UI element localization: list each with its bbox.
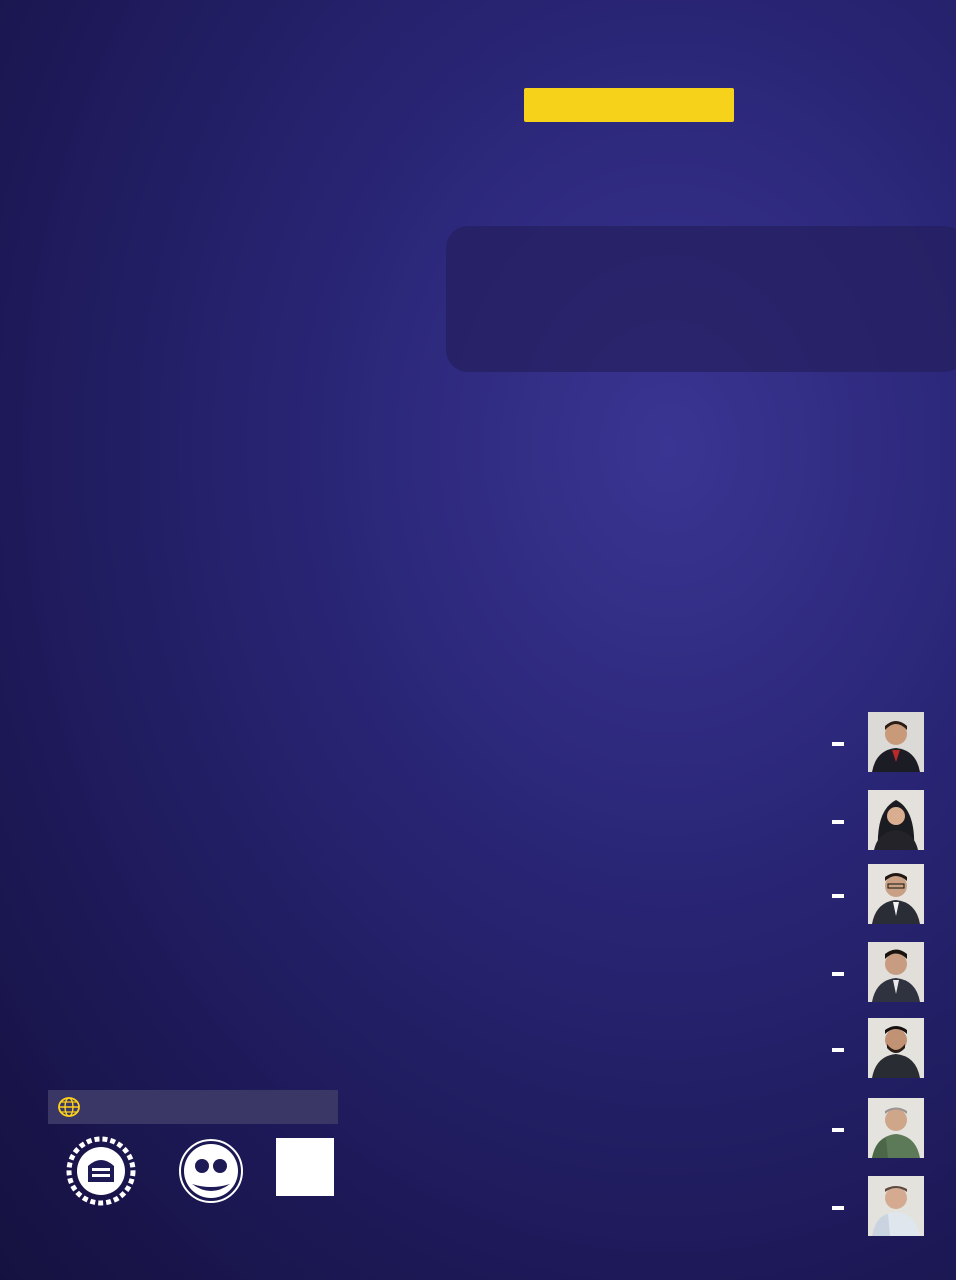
hero-line-2 <box>524 88 734 122</box>
committee-member <box>364 1018 924 1090</box>
member-role <box>832 742 844 746</box>
entrepreneurship-center-logo-icon <box>176 1136 246 1206</box>
committee-member <box>364 864 924 936</box>
member-photo <box>868 1176 924 1236</box>
globe-icon <box>58 1097 80 1117</box>
member-role <box>832 820 844 824</box>
member-photo <box>868 864 924 924</box>
qr-code-icon[interactable] <box>276 1138 334 1196</box>
member-role <box>832 1128 844 1132</box>
website-box[interactable] <box>48 1090 338 1124</box>
committee-member <box>364 1098 924 1170</box>
member-role <box>832 894 844 898</box>
member-role <box>832 1206 844 1210</box>
sharif-university-logo-icon <box>66 1136 136 1206</box>
committee-member <box>364 790 924 862</box>
committee-member <box>364 1176 924 1248</box>
member-photo <box>868 790 924 850</box>
member-photo <box>868 942 924 1002</box>
member-photo <box>868 712 924 772</box>
committee-member <box>364 712 924 784</box>
committee-member <box>364 942 924 1014</box>
member-role <box>832 972 844 976</box>
title-panel <box>446 226 956 372</box>
member-role <box>832 1048 844 1052</box>
member-photo <box>868 1098 924 1158</box>
member-photo <box>868 1018 924 1078</box>
